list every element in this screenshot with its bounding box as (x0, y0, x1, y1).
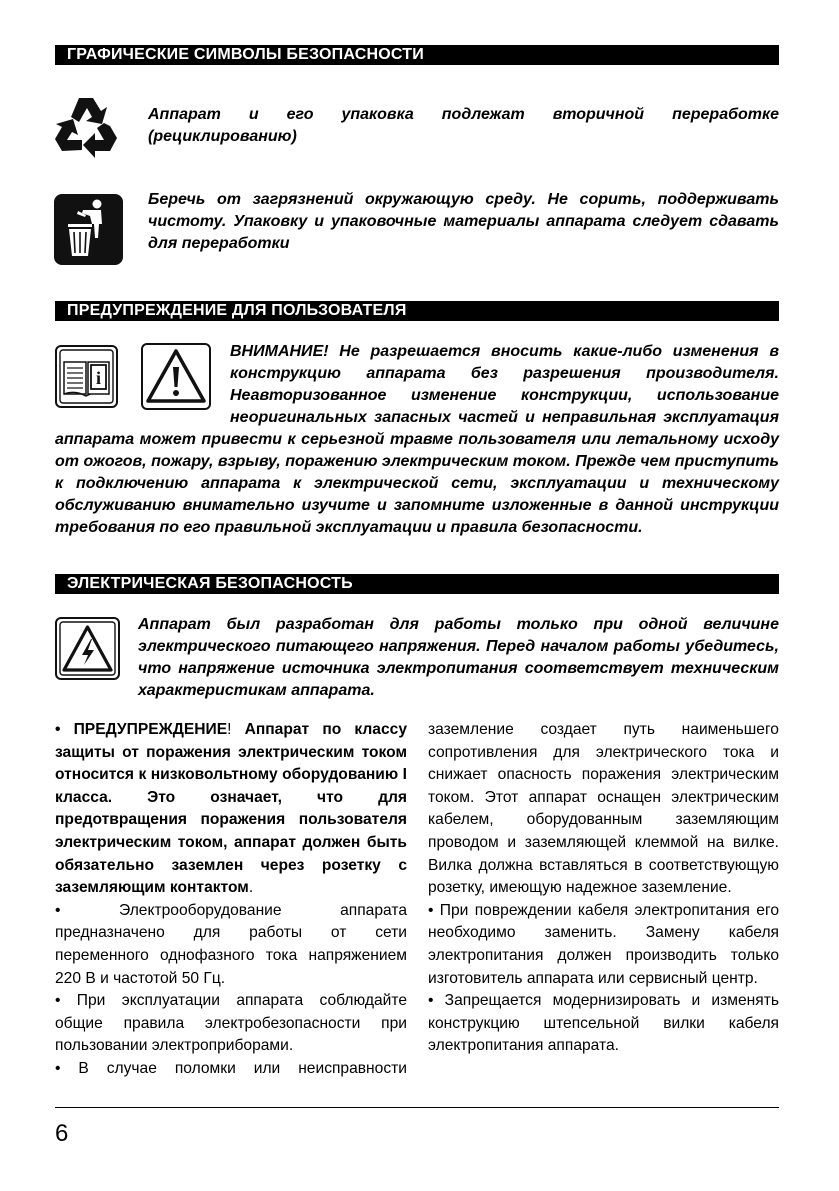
electrical-intro-text: Аппарат был разработан для работы только при одной величине электрического питающего напряжения. Перед началом работы убедитесь, что напряжение источника электропитания соответствует техническим характеристикам аппарата. (138, 616, 779, 699)
recycle-icon (52, 92, 120, 160)
page-number: 6 (55, 1120, 69, 1147)
icon-spacer (55, 341, 230, 429)
warning-body: Аппарат по классу защиты от поражения электрическим током относится к низковольтному оборудованию I класса. Это означает, что для предотвращения поражения пользователя электрическим током, аппарат должен быть обязательно заземлен через розетку с заземляющим контактом (55, 721, 407, 897)
rules-paragraph: • При эксплуатации аппарата соблюдайте общие правила электробезопасности при пользовании электроприборами. (55, 992, 407, 1055)
warning-bang: ! (227, 721, 232, 738)
supply-paragraph: • Электрооборудование аппарата предназначено для работы от сети переменного однофазного тока напряжением 220 В и частотой 50 Гц. (55, 901, 407, 987)
svg-text:i: i (95, 368, 102, 388)
cable-replacement-paragraph: • При повреждении кабеля электропитания его необходимо заменить. Замену кабеля электропитания должен производить только изготовитель аппарата или сервисный центр. (428, 901, 779, 987)
plug-modification-paragraph: • Запрещается модернизировать и изменять конструкцию штепсельной вилки кабеля электропитания аппарата. (428, 992, 779, 1055)
trash-bin-icon (54, 194, 123, 265)
warning-paragraph (55, 719, 407, 900)
recycle-text: Аппарат и его упаковка подлежат вторичной переработке (рециклированию) (148, 106, 779, 145)
warning-prefix: • ПРЕДУПРЕЖДЕНИЕ (55, 721, 228, 738)
section-title-symbols: ГРАФИЧЕСКИЕ СИМВОЛЫ БЕЗОПАСНОСТИ (55, 45, 779, 65)
section-title-electrical: ЭЛЕКТРИЧЕСКАЯ БЕЗОПАСНОСТЬ (55, 574, 779, 594)
fault-paragraph: • В случае поломки или неисправности (55, 1059, 407, 1077)
right-column (428, 719, 779, 1058)
warning-end: . (248, 879, 254, 897)
left-column (55, 719, 407, 1081)
section-title-user-warning: ПРЕДУПРЕЖДЕНИЕ ДЛЯ ПОЛЬЗОВАТЕЛЯ (55, 301, 779, 321)
environment-text: Беречь от загрязнений окружающую среду. Не сорить, поддерживать чистоту. Упаковку и упаковочные материалы аппарата следует сдавать для переработки (148, 191, 779, 252)
grounding-paragraph: заземление создает путь наименьшего сопротивления для электрического тока и снижает опасность поражения электрическим током. Этот аппарат оснащен электрическим кабелем, оборудованным заземляющим проводом и заземляющей клеммой на вилке. Вилка должна вставляться в соответствующую розетку, имеющую надежное заземление. (428, 721, 779, 897)
electric-hazard-icon (55, 617, 120, 680)
footer-divider (55, 1107, 779, 1108)
user-warning-text: ВНИМАНИЕ! Не разрешается вносить какие-либо изменения в конструкцию аппарата без разрешения производителя. Неавторизованное изменение конструкции, использование неоригинальных запасных частей и неправильная эксплуатация аппарата может привести к серьезной травме пользователя или летальному исходу от ожогов, пожару, взрыву, поражению электрическим током. Прежде чем приступить к подключению аппарата к электрической сети, эксплуатации и техническому обслуживанию внимательно изучите и запомните изложенные в данной инструкции требования по его правильной эксплуатации и правила безопасности. (55, 343, 779, 536)
